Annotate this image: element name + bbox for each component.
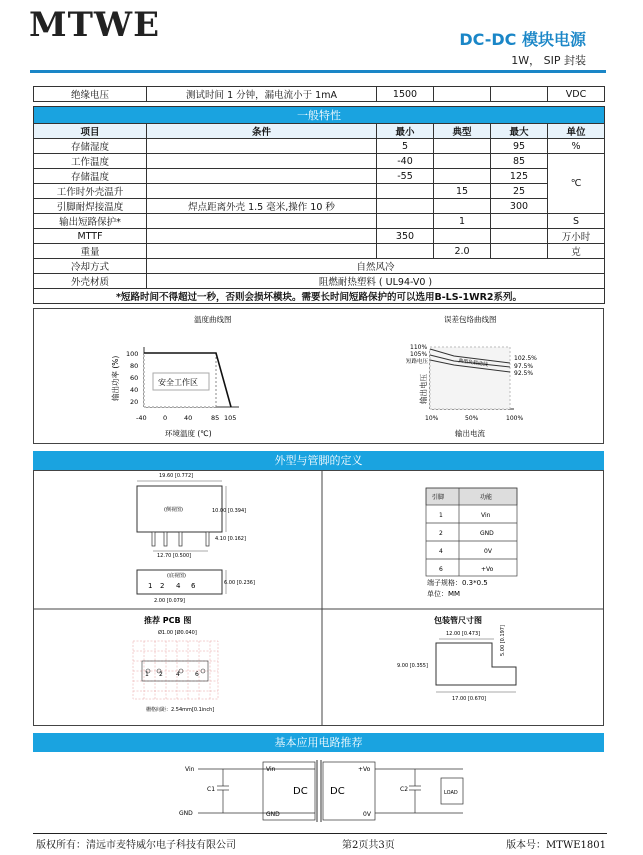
- tube-dim-top: 12.00 [0.473]: [446, 631, 481, 637]
- svg-text:Vin: Vin: [481, 512, 491, 519]
- circuit-vin: Vin: [185, 766, 195, 773]
- temp-chart-ylabel: 输出功率 (%): [111, 355, 120, 401]
- pin-table-header: 引脚: [432, 494, 445, 501]
- circuit-diagram: [33, 752, 604, 830]
- temp-xtick: -40: [136, 414, 147, 422]
- product-subtitle: 1W， SIP 封装: [511, 54, 586, 67]
- tol-chart-ylabel: 输出电压: [419, 374, 428, 404]
- circuit-dc1: DC: [293, 786, 308, 797]
- tol-right-label: 102.5%: [514, 355, 537, 362]
- temp-xtick: 40: [184, 414, 193, 422]
- unit-note: 单位：MM: [427, 590, 461, 598]
- pcb-pin: 1: [145, 671, 149, 678]
- tube-dim-side: 5.00 [0.197]: [500, 625, 506, 656]
- svg-text:0V: 0V: [484, 548, 492, 555]
- table-row: 重量 2.0 克: [34, 244, 605, 259]
- temp-ytick: 60: [130, 374, 139, 382]
- pcb-grid: [133, 641, 218, 699]
- table-row: 工作温度 -40 85 ℃: [34, 154, 605, 169]
- dim-pitch-label: 12.70 [0.500]: [157, 553, 192, 559]
- dim-pin-space-label: 2.00 [0.079]: [154, 598, 185, 604]
- pcb-hole-dim: Ø1.00 [Ø0.040]: [158, 630, 197, 636]
- tol-grid-area: [430, 347, 510, 409]
- footer-version: 版本号：MTWE1801: [506, 840, 606, 851]
- table-header: 项目 条件 最小 典型 最大 单位: [34, 124, 605, 139]
- table-row: 存储湿度 5 95 %: [34, 139, 605, 154]
- general-table: [33, 106, 605, 304]
- svg-text:+Vo: +Vo: [481, 566, 494, 573]
- bottom-pin: 2: [160, 582, 165, 590]
- side-view-label: (侧视图): [164, 507, 183, 513]
- table-row: MTTF 350 万小时: [34, 229, 605, 244]
- temp-xtick: 85: [211, 414, 220, 422]
- temp-ytick: 40: [130, 386, 139, 394]
- derating-charts: [34, 309, 603, 443]
- tol-xtick: 10%: [425, 415, 439, 422]
- svg-text:GND: GND: [480, 530, 494, 537]
- dim-depth-label: 6.00 [0.236]: [224, 580, 255, 586]
- circuit-c2: C2: [400, 786, 409, 793]
- table-row: [34, 87, 605, 102]
- circuit-gnd: GND: [179, 810, 193, 817]
- tol-right-label: 92.5%: [514, 370, 534, 377]
- table-row: 输出短路保护* 1 S: [34, 214, 605, 229]
- svg-text:4: 4: [439, 548, 443, 555]
- table-row: 外壳材质 阻燃耐热塑料 ( UL94-V0 ): [34, 274, 605, 289]
- circuit-dc2: DC: [330, 786, 345, 797]
- pin-table-header: 功能: [480, 494, 493, 501]
- outline-section-title: 外型与管脚的定义: [33, 451, 604, 470]
- circuit-vo: +Vo: [358, 766, 371, 773]
- iso-unit: VDC: [548, 87, 605, 102]
- bottom-pin: 6: [191, 582, 196, 590]
- iso-condition: 测试时间 1 分钟，漏电流小于 1mA: [147, 87, 377, 102]
- iso-name: 绝缘电压: [34, 87, 147, 102]
- bottom-pin: 1: [148, 582, 153, 590]
- pin: [164, 532, 167, 546]
- circuit-ov: 0V: [363, 811, 371, 818]
- dim-pin-label: 4.10 [0.162]: [215, 536, 246, 542]
- tol-curve-label: 典型负载曲线: [457, 358, 489, 369]
- footer-copyright: 版权所有：清远市麦特威尔电子科技有限公司: [36, 840, 236, 851]
- product-title: DC-DC 模块电源: [459, 30, 586, 49]
- circuit-vin2: Vin: [266, 766, 276, 773]
- pin: [179, 532, 182, 546]
- table-row: 引脚耐焊接温度 焊点距离外壳 1.5 毫米,操作 10 秒 300: [34, 199, 605, 214]
- svg-text:1: 1: [439, 512, 443, 519]
- isolation-table: [33, 86, 605, 102]
- tol-chart-xlabel: 输出电流: [455, 429, 485, 438]
- charts-panel: [33, 308, 604, 444]
- short-circuit-note: *短路时间不得超过一秒，否则会损坏模块。需要长时间短路保护的可以选用B-LS-1WR2系列。: [34, 289, 605, 304]
- pcb-title: 推荐 PCB 图: [144, 616, 192, 625]
- temp-xtick: 105: [224, 414, 237, 422]
- safe-area-label: 安全工作区: [158, 378, 198, 387]
- dim-width-label: 19.60 [0.772]: [159, 473, 194, 479]
- table-row: 工作时外壳温升 15 25: [34, 184, 605, 199]
- table-row: 存储温度 -55 125: [34, 169, 605, 184]
- brand-logo: MTWE: [29, 5, 161, 45]
- header-rule: [30, 70, 606, 73]
- svg-text:6: 6: [439, 566, 443, 573]
- bottom-pin: 4: [176, 582, 181, 590]
- temp-ytick: 80: [130, 362, 139, 370]
- temp-chart-xlabel: 环境温度 (℃): [165, 429, 212, 438]
- iso-min: 1500: [377, 87, 434, 102]
- pcb-pin: 6: [195, 671, 199, 678]
- tube-dim-left: 9.00 [0.355]: [397, 663, 428, 669]
- tol-right-label: 97.5%: [514, 363, 534, 370]
- svg-text:2: 2: [439, 530, 443, 537]
- pcb-grid-note: 栅格间距：2.54mm[0.1inch]: [146, 707, 215, 713]
- footer-rule: [33, 833, 607, 834]
- outline-drawing: [34, 471, 603, 725]
- tol-chart-title: 误差包络曲线图: [444, 315, 497, 324]
- tol-left-label: 105%: [410, 351, 428, 358]
- pin: [152, 532, 155, 546]
- dim-height-label: 10.00 [0.394]: [212, 508, 247, 514]
- circuit-section-title: 基本应用电路推荐: [33, 733, 604, 752]
- pcb-pin: 2: [159, 671, 163, 678]
- circuit-panel: [33, 752, 604, 830]
- tol-xtick: 100%: [506, 415, 524, 422]
- tube-title: 包装管尺寸图: [434, 616, 482, 625]
- temp-chart-title: 温度曲线图: [194, 315, 232, 324]
- pin-spec-note: 端子规格：0.3*0.5: [427, 579, 488, 587]
- general-section-title: 一般特性: [34, 107, 605, 124]
- temp-ytick: 20: [130, 398, 139, 406]
- tol-xtick: 50%: [465, 415, 479, 422]
- pin: [206, 532, 209, 546]
- bottom-view-label: (底视图): [167, 573, 186, 579]
- circuit-gnd2: GND: [266, 811, 280, 818]
- circuit-c1: C1: [207, 786, 216, 793]
- temp-xtick: 0: [163, 414, 168, 422]
- footer-page: 第2页共3页: [342, 840, 395, 851]
- tube-dim-bottom: 17.00 [0.670]: [452, 696, 487, 702]
- circuit-load: LOAD: [444, 790, 458, 796]
- temp-ytick: 100: [126, 350, 139, 358]
- table-row: [34, 289, 605, 304]
- outline-panel: [33, 470, 604, 726]
- pcb-pin: 4: [176, 671, 180, 678]
- tol-left-label: 短路电压: [406, 359, 429, 365]
- tol-left-label: 110%: [410, 344, 428, 351]
- table-row: 冷却方式 自然风冷: [34, 259, 605, 274]
